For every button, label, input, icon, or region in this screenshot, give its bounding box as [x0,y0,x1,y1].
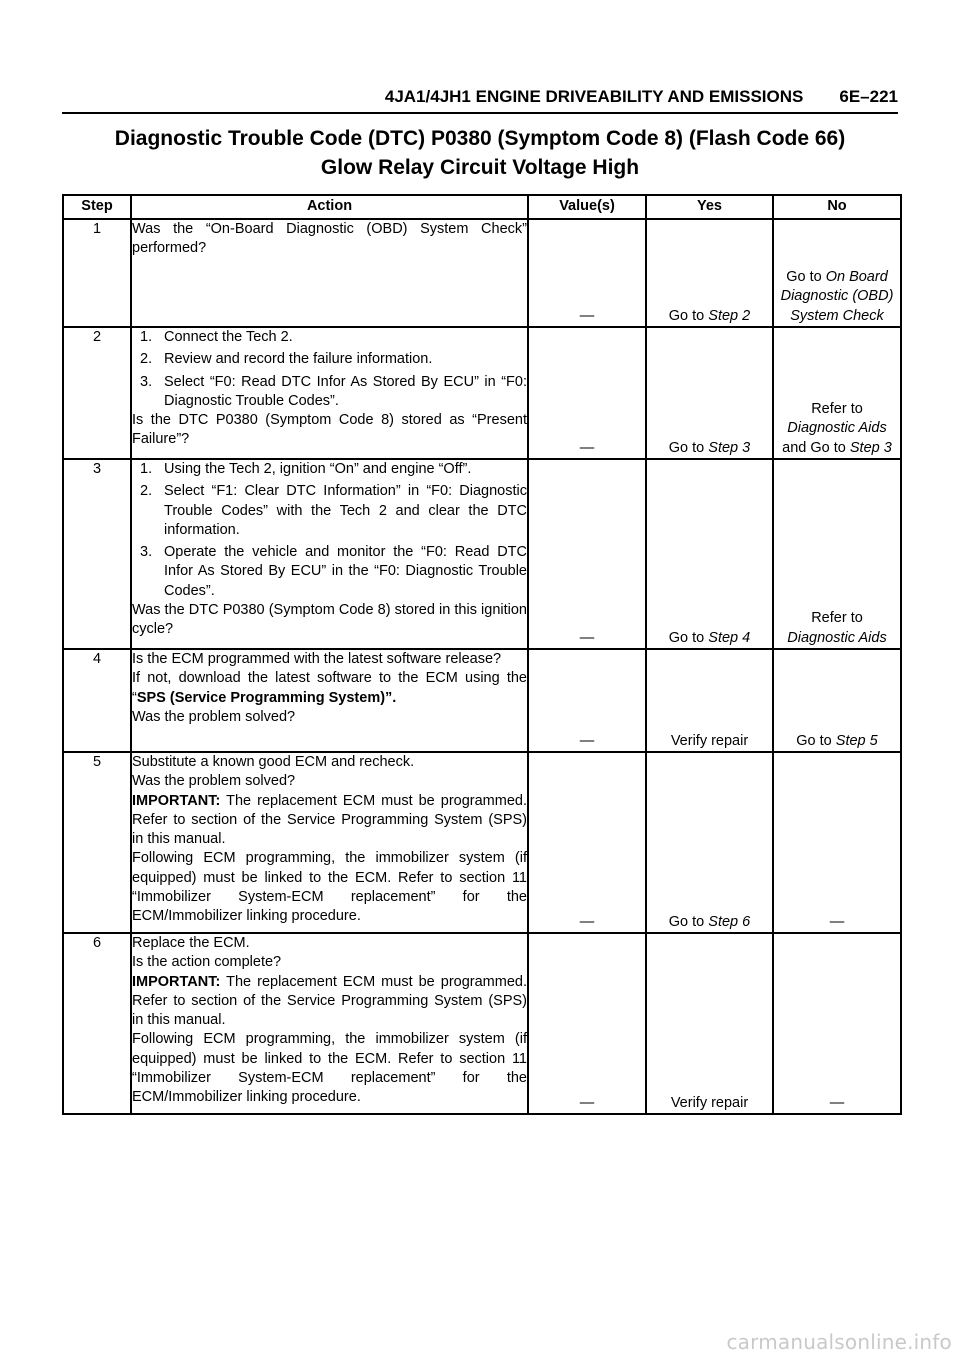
important-note: IMPORTANT: The replacement ECM must be programmed. Refer to section of the Service Programming System (SPS) in this manual. [132,792,527,848]
yes-prefix: Go to [668,307,709,324]
page-number: 6E–221 [839,87,898,106]
no-cell: — [773,933,901,1114]
no-cell [773,327,901,459]
yes-link[interactable]: Step 2 [708,307,751,324]
action-question: Was the problem solved? [132,773,296,790]
step-number: 3 [63,459,131,649]
yes-cell [646,327,773,459]
no-link[interactable]: Step 3 [849,439,892,456]
column-header-values: Value(s) [528,195,646,219]
no-link[interactable]: On Board Diagnostic (OBD) System Check [780,269,894,324]
action-cell [131,327,528,459]
step-number: 5 [63,752,131,933]
step-number: 4 [63,649,131,752]
table-row [63,459,901,649]
diagnostic-table [62,194,902,1115]
no-cell [773,219,901,327]
action-text: Is the ECM programmed with the latest software release? [132,651,502,667]
value-cell: — [528,649,646,752]
step-number: 1 [63,219,131,327]
no-cell [773,649,901,752]
action-cell [131,752,528,933]
yes-cell [646,219,773,327]
column-header-no: No [773,195,901,219]
no-link[interactable]: Diagnostic Aids [787,420,887,437]
title-line-2: Glow Relay Circuit Voltage High [320,156,640,179]
yes-cell [646,459,773,649]
table-row [63,649,901,752]
yes-cell [646,752,773,933]
yes-link[interactable]: Step 4 [708,629,751,646]
table-row [63,327,901,459]
value-cell: — [528,933,646,1114]
action-question: Was the DTC P0380 (Symptom Code 8) stored in this ignition cycle? [132,602,527,638]
no-link[interactable]: Step 5 [835,732,878,749]
value-cell: — [528,459,646,649]
title-line-1: Diagnostic Trouble Code (DTC) P0380 (Symptom Code 8) (Flash Code 66) [114,127,846,150]
table-row [63,752,901,933]
list-item: 2. Select “F1: Clear DTC Information” in “F0: Diagnostic Trouble Codes” with the Tech 2 and clear the DTC information. [140,483,527,538]
step-number: 6 [63,933,131,1114]
table-header-row [63,195,901,219]
action-cell [131,649,528,752]
action-question: Was the problem solved? [132,708,296,725]
document-title [62,124,898,182]
action-question: Is the DTC P0380 (Symptom Code 8) stored as “Present Failure”? [132,412,527,448]
no-text: and Go to [782,439,850,456]
action-cell [131,933,528,1114]
table-row [63,219,901,327]
value-cell: — [528,752,646,933]
action-text: If not, download the latest software to the ECM using the “SPS (Service Programming System)”. [132,670,527,706]
yes-prefix: Go to [668,913,709,930]
column-header-action: Action [131,195,528,219]
action-text: Following ECM programming, the immobilizer system (if equipped) must be linked to the ECM. Refer to section 11 “Immobilizer System-ECM replacement” for the ECM/Immobilizer linking procedure. [132,1031,527,1106]
list-item: 2. Review and record the failure information. [140,351,433,368]
column-header-yes: Yes [646,195,773,219]
section-title: 4JA1/4JH1 ENGINE DRIVEABILITY AND EMISSIONS [384,87,804,106]
table-row [63,933,901,1114]
no-cell [773,459,901,649]
action-text: Following ECM programming, the immobilizer system (if equipped) must be linked to the ECM. Refer to section 11 “Immobilizer System-ECM replacement” for the ECM/Immobilizer linking procedure. [132,850,527,925]
list-item: 1. Using the Tech 2, ignition “On” and engine “Off”. [140,461,472,477]
action-text: Replace the ECM. [132,935,250,951]
yes-link[interactable]: Step 3 [708,439,751,456]
no-text: Refer to [811,401,863,418]
action-question: Was the “On-Board Diagnostic (OBD) System Check” performed? [132,221,527,257]
no-prefix: Go to [786,269,826,286]
step-number: 2 [63,327,131,459]
value-cell: — [528,327,646,459]
important-note: IMPORTANT: The replacement ECM must be programmed. Refer to section of the Service Programming System (SPS) in this manual. [132,973,527,1029]
yes-cell: Verify repair [646,933,773,1114]
yes-link[interactable]: Step 6 [708,913,751,930]
yes-prefix: Go to [668,629,709,646]
action-cell [131,459,528,649]
important-label: IMPORTANT: [132,792,221,809]
yes-cell: Verify repair [646,649,773,752]
action-question: Is the action complete? [132,954,282,971]
no-text: Refer to [811,610,863,627]
action-steps-list [132,328,527,411]
column-header-step: Step [63,195,131,219]
sps-emphasis: SPS (Service Programming System)”. [136,689,397,706]
important-label: IMPORTANT: [132,973,221,990]
page-header [62,86,898,114]
no-prefix: Go to [796,732,836,749]
watermark: carmanualsonline.info [726,1330,952,1354]
no-link[interactable]: Diagnostic Aids [787,629,887,646]
value-cell: — [528,219,646,327]
action-steps-list [132,460,527,601]
list-item: 3. Operate the vehicle and monitor the “F0: Read DTC Infor As Stored By ECU” in the “F0: Diagnostic Trouble Codes”. [140,544,527,599]
action-cell [131,219,528,327]
list-item: 3. Select “F0: Read DTC Infor As Stored By ECU” in “F0: Diagnostic Trouble Codes”. [140,373,527,409]
list-item: 1. Connect the Tech 2. [140,329,293,345]
yes-prefix: Go to [668,439,709,456]
no-cell: — [773,752,901,933]
action-text: Substitute a known good ECM and recheck. [132,754,415,770]
